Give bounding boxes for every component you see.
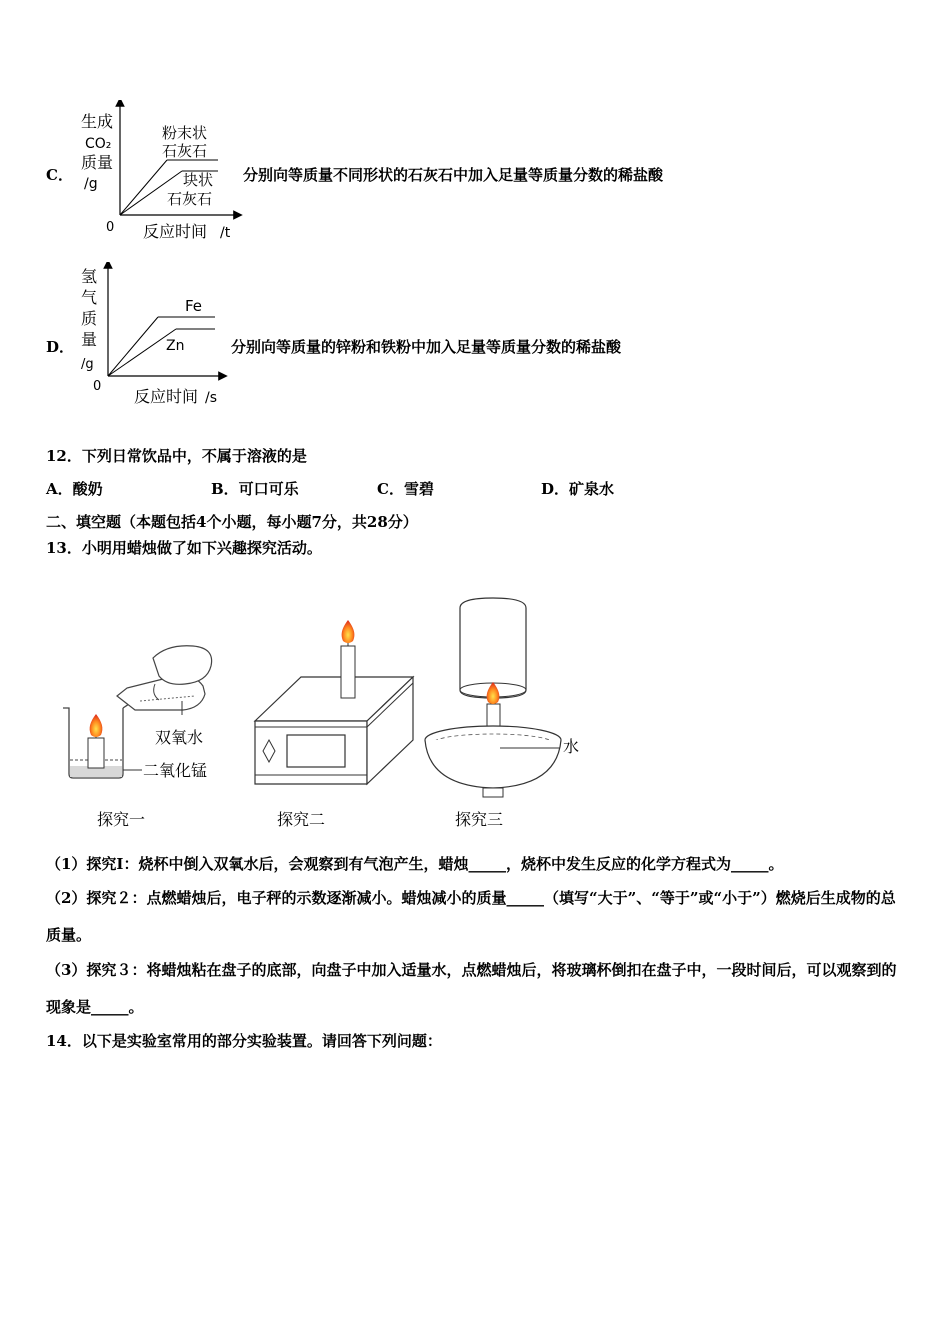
y-label-2: CO₂ xyxy=(85,136,112,152)
label-powder-2: 石灰石 xyxy=(162,142,208,160)
x-unit: /t xyxy=(220,225,231,241)
label-fe: Fe xyxy=(185,297,203,315)
caption-3: 探究三 xyxy=(455,810,504,829)
y-label-4: /g xyxy=(84,176,98,192)
x-label: 反应时间 xyxy=(134,387,199,406)
y-label-2: 气 xyxy=(81,288,98,307)
y-label-5: /g xyxy=(81,357,94,372)
q13-stem: 13．小明用蜡烛做了如下兴趣探究活动。 xyxy=(46,539,322,557)
q12-option-a: A．酸奶 xyxy=(46,480,103,498)
q12-option-b: B．可口可乐 xyxy=(211,480,299,498)
label-water: 水 xyxy=(563,737,580,756)
option-c-letter: C． xyxy=(46,166,73,184)
flame-icon xyxy=(90,714,103,737)
y-label-1: 氢 xyxy=(81,267,98,286)
q13-figure xyxy=(55,590,595,835)
y-label-3: 质 xyxy=(81,309,98,328)
label-powder-1: 粉末状 xyxy=(162,124,208,142)
caption-2: 探究二 xyxy=(277,810,326,829)
origin: 0 xyxy=(106,220,115,235)
x-label: 反应时间 xyxy=(143,222,208,241)
label-lump-2: 石灰石 xyxy=(167,190,213,208)
y-label-1: 生成 xyxy=(81,112,114,131)
label-h2o2: 双氧水 xyxy=(155,728,204,747)
q12-stem: 12．下列日常饮品中，不属于溶液的是 xyxy=(46,447,307,465)
q13-sub3: （3）探究３：将蜡烛粘在盘子的底部，向盘子中加入适量水，点燃蜡烛后，将玻璃杯倒扣在盘子中，一段时间后，可以观察到的现象是_____。 xyxy=(46,961,897,1016)
line-powder xyxy=(120,160,167,215)
q13-sub2: （2）探究２：点燃蜡烛后，电子秤的示数逐渐减小。蜡烛减小的质量_____（填写“大于”、“等于”或“小于”）燃烧后生成物的总质量。 xyxy=(46,889,896,944)
option-c-desc: 分别向等质量不同形状的石灰石中加入足量等质量分数的稀盐酸 xyxy=(243,166,664,184)
label-lump-1: 块状 xyxy=(183,171,214,189)
label-zn: Zn xyxy=(166,338,185,354)
label-mno2: 二氧化锰 xyxy=(143,761,208,780)
section-heading: 二、填空题（本题包括4个小题，每小题7分，共28分） xyxy=(46,513,418,531)
origin: 0 xyxy=(93,379,102,394)
x-unit: /s xyxy=(205,390,218,406)
experiment-2 xyxy=(255,620,413,829)
caption-1: 探究一 xyxy=(97,810,146,829)
q14-stem: 14．以下是实验室常用的部分实验装置。请回答下列问题： xyxy=(46,1032,442,1050)
experiment-1 xyxy=(63,646,212,829)
experiment-3 xyxy=(425,598,579,829)
graph-d xyxy=(75,262,230,407)
option-d-letter: D． xyxy=(46,338,75,356)
q12-option-c: C．雪碧 xyxy=(377,480,434,498)
q13-sub1: （1）探究Ⅰ：烧杯中倒入双氧水后，会观察到有气泡产生，蜡烛_____，烧杯中发生反应的化学方程式为_____。 xyxy=(46,855,784,873)
y-label-4: 量 xyxy=(81,330,98,349)
hand-icon xyxy=(153,646,212,685)
flame-icon xyxy=(342,620,355,643)
y-label-3: 质量 xyxy=(81,153,114,172)
q12-option-d: D．矿泉水 xyxy=(541,480,615,498)
option-d-desc: 分别向等质量的锌粉和铁粉中加入足量等质量分数的稀盐酸 xyxy=(231,338,622,356)
graph-c xyxy=(70,100,245,245)
scale-display xyxy=(287,735,345,767)
